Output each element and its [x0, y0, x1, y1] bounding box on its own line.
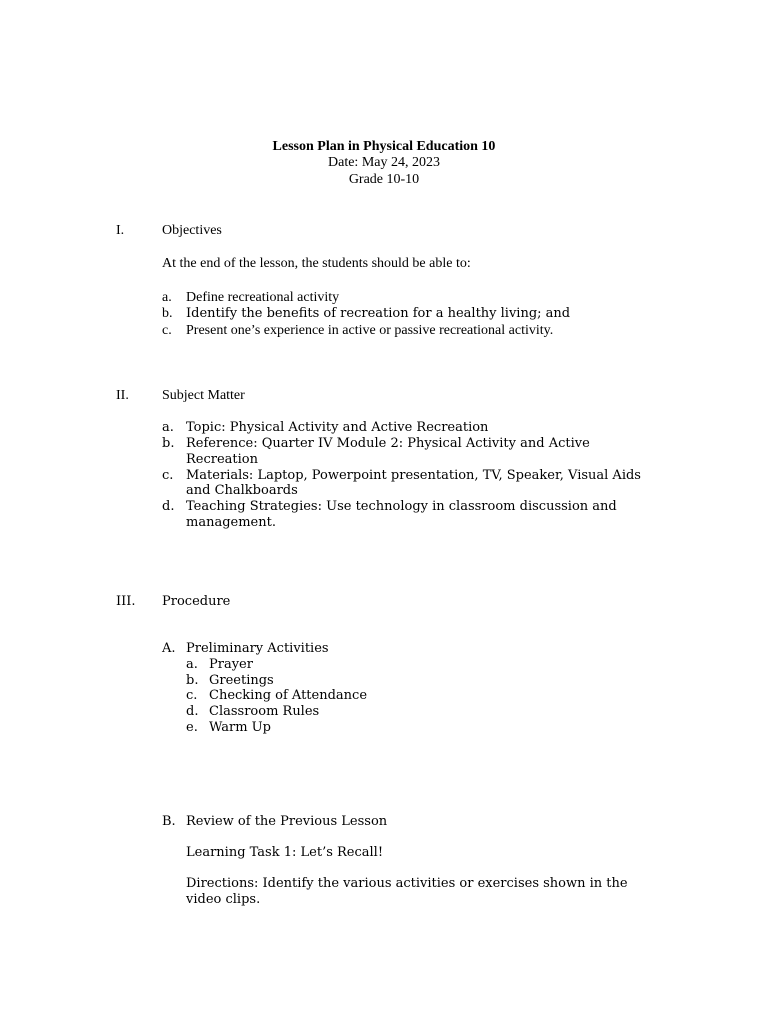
subject-materials-cont: and Chalkboards — [186, 483, 298, 498]
lesson-date: Date: May 24, 2023 — [328, 155, 440, 170]
grade-level: Grade 10-10 — [348, 172, 420, 187]
subject-letter: b. — [162, 436, 175, 451]
preliminary-letter: d. — [186, 704, 199, 719]
objective-letter: b. — [162, 306, 173, 321]
directions-text: Directions: Identify the various activities or exercises shown in the — [186, 876, 628, 891]
preliminary-item: Warm Up — [209, 720, 271, 735]
lesson-plan-title: Lesson Plan in Physical Education 10 — [272, 139, 496, 154]
section-numeral-objectives: I. — [116, 223, 125, 238]
subject-reference-cont: Recreation — [186, 452, 259, 467]
preliminary-letter: e. — [186, 720, 198, 735]
subject-letter: d. — [162, 499, 175, 514]
procedure-part-letter: A. — [162, 641, 176, 656]
objectives-intro: At the end of the lesson, the students should be able to: — [162, 256, 471, 271]
section-heading-objectives: Objectives — [162, 223, 222, 238]
objective-item: Identify the benefits of recreation for a healthy living; and — [186, 306, 571, 321]
review-heading: Review of the Previous Lesson — [186, 814, 388, 829]
preliminary-letter: c. — [186, 688, 198, 703]
preliminary-item: Greetings — [209, 673, 274, 688]
objective-letter: a. — [162, 290, 172, 305]
learning-task-title: Learning Task 1: Let’s Recall! — [186, 845, 384, 860]
subject-topic: Topic: Physical Activity and Active Recreation — [186, 420, 489, 435]
section-numeral-subject-matter: II. — [116, 388, 129, 403]
preliminary-letter: b. — [186, 673, 199, 688]
preliminary-item: Classroom Rules — [209, 704, 320, 719]
objective-letter: c. — [162, 323, 172, 338]
preliminary-letter: a. — [186, 657, 198, 672]
subject-letter: c. — [162, 468, 174, 483]
section-numeral-procedure: III. — [116, 594, 136, 609]
objective-item: Present one’s experience in active or passive recreational activity. — [186, 323, 554, 338]
subject-materials: Materials: Laptop, Powerpoint presentation, TV, Speaker, Visual Aids — [186, 468, 641, 483]
procedure-part-letter: B. — [162, 814, 176, 829]
directions-text-cont: video clips. — [186, 892, 261, 907]
subject-letter: a. — [162, 420, 174, 435]
preliminary-activities-heading: Preliminary Activities — [186, 641, 329, 656]
subject-teaching-strategies: Teaching Strategies: Use technology in classroom discussion and — [186, 499, 617, 514]
section-heading-subject-matter: Subject Matter — [162, 388, 245, 403]
preliminary-item: Prayer — [209, 657, 253, 672]
subject-teaching-strategies-cont: management. — [186, 515, 276, 530]
subject-reference: Reference: Quarter IV Module 2: Physical Activity and Active — [186, 436, 590, 451]
preliminary-item: Checking of Attendance — [209, 688, 368, 703]
objective-item: Define recreational activity — [186, 290, 340, 305]
section-heading-procedure: Procedure — [162, 594, 231, 609]
